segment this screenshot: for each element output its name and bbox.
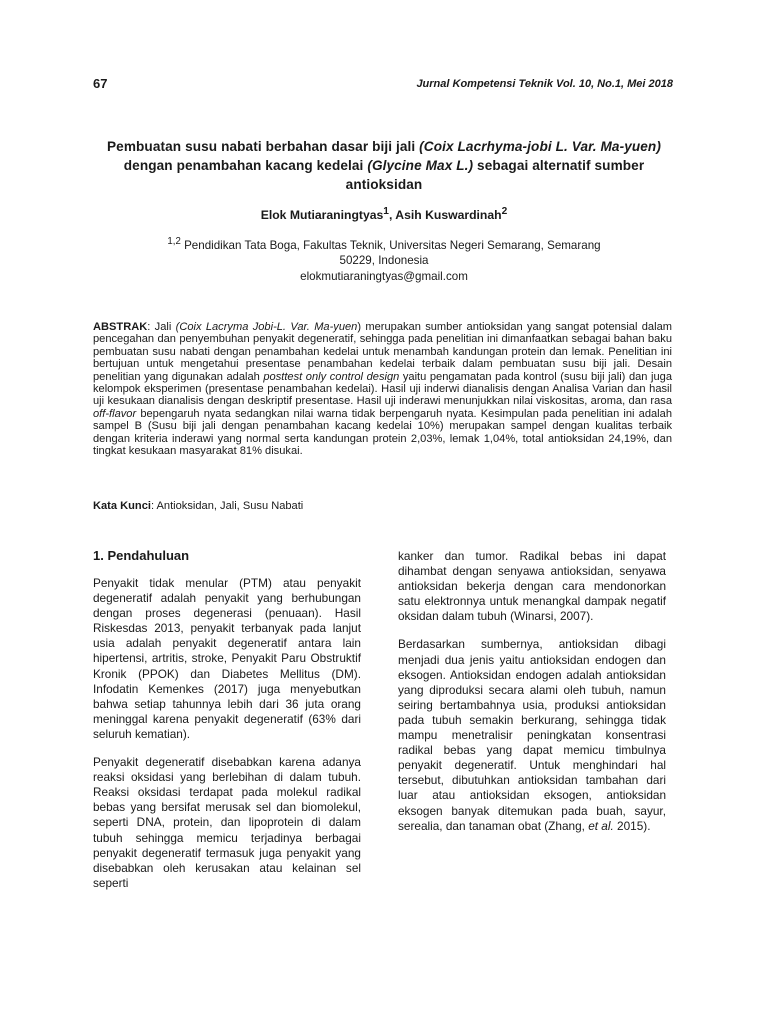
page-number: 67: [93, 76, 108, 91]
abstract-text: yaitu pengamatan pada kontrol (susu biji jali) dan juga kelompok eksperimen (presentase penambahan kedelai). Hasil uji inderwi dianalisis dengan Analisa Varian dan hasil uji kesukaan dianalisis dengan deskriptif presentase. Hasil uji inderawi menunjukkan nilai viskositas, aroma, dan rasa: [93, 370, 673, 408]
affiliation-text: Pendidikan Tata Boga, Fakultas Teknik, Universitas Negeri Semarang, Semarang 50229, Indonesia: [180, 238, 601, 267]
abstract-italic: (Coix Lacryma Jobi-L. Var. Ma-yuen: [175, 321, 358, 333]
author-separator: ,: [388, 208, 396, 223]
left-column: [93, 548, 361, 904]
author-email: elokmutiaraningtyas@gmail.com: [300, 270, 468, 283]
abstract: [93, 321, 672, 457]
author-affiliation-mark: 1: [383, 206, 389, 217]
abstract-text: bepengaruh nyata sedangkan nilai warna tidak berpengaruh nyata. Kesimpulan pada penelitian ini adalah sampel B (Susu biji jali dengan penambahan kacang kedelai 10%) merupakan sampel dengan kualitas terbaik dengan kriteria inderawi yang normal serta kandungan protein 2,03%, lemak 1,04%, total antioksidan 24,19%, dan tingkat kesukaan masyarakat 81% disukai.: [93, 407, 672, 458]
title-part: sebagai alternatif sumber antioksidan: [345, 158, 645, 192]
paragraph-text: 2015).: [613, 818, 651, 833]
paper-title: [90, 137, 678, 194]
title-scientific-name: (Coix Lacrhyma-jobi L. Var. Ma-yuen): [419, 139, 661, 154]
author-name: Asih Kuswardinah: [395, 208, 502, 223]
title-part: Pembuatan susu nabati berbahan dasar biji jali: [107, 139, 420, 154]
paragraph: Penyakit tidak menular (PTM) atau penyakit degeneratif adalah penyakit yang berhubungan dengan proses degenerasi (penuaan). Hasil Riskesdas 2013, penyakit terbanyak pada lanjut usia adalah penyakit degeneratif antara lain hipertensi, artritis, stroke, Penyakit Paru Obstruktif Kronik (PPOK) dan Diabetes Mellitus (DM). Infodatin Kemenkes (2017) juga menyebutkan bahwa setiap tahunnya lebih dari 36 juta orang meninggal karena penyakit degeneratif (63% dari seluruh kematian).: [93, 576, 361, 741]
author-name: Elok Mutiaraningtyas: [260, 208, 384, 223]
affiliation-mark: 1,2: [167, 236, 181, 247]
paragraph: kanker dan tumor. Radikal bebas ini dapat dihambat dengan senyawa antioksidan, senyawa antioksidan bekerja dengan cara mendonorkan satu elektronnya untuk menangkal dampak negatif oksidan dalam tubuh (Winarsi, 2007).: [398, 549, 666, 624]
title-part: dengan penambahan kacang kedelai: [123, 158, 368, 173]
keywords-text: : Antioksidan, Jali, Susu Nabati: [150, 500, 304, 512]
abstract-text: ) merupakan sumber antioksidan yang sangat potensial dalam pencegahan dan penyembuhan penyakit degeneratif, sehingga pada penelitian ini dimanfaatkan sebagai bahan baku pembuatan susu nabati dengan penambahan kedelai untuk menambah kandungan protein dan lemak. Penelitian ini bertujuan untuk mengetahui presentase penambahan kedelai terbaik dalam pembuatan susu biji jali. Desain penelitian yang digunakan adalah: [93, 321, 672, 383]
abstract-italic: posttest only control design: [263, 370, 400, 383]
abstract-text: : Jali: [147, 321, 176, 333]
affiliation: [150, 234, 618, 268]
keywords: [93, 500, 672, 512]
section-heading: 1. Pendahuluan: [93, 548, 190, 563]
journal-header: Jurnal Kompetensi Teknik Vol. 10, No.1, Mei 2018: [416, 78, 673, 90]
paragraph: [398, 637, 666, 833]
author-affiliation-mark: 2: [501, 206, 508, 217]
keywords-label: Kata Kunci: [93, 500, 151, 512]
citation-italic: et al.: [588, 818, 614, 833]
paragraph-text: Berdasarkan sumbernya, antioksidan dibagi menjadi dua jenis yaitu antioksidan endogen dan eksogen. Antioksidan endogen adalah antioksidan yang diproduksi secara alami oleh tubuh, namun seiring bertambahnya usia, produksi antioksidan pada tubuh semakin berkurang, sehingga tidak mampu menetralisir peningkatan konsentrasi radikal bebas yang dapat memicu timbulnya penyakit degeneratif. Untuk menghindari hal tersebut, dibutuhkan antioksidan tambahan dari luar atau antioksidan eksogen, antioksidan eksogen banyak ditemukan pada buah, sayur, serealia, dan tanaman obat (Zhang,: [398, 637, 666, 833]
abstract-italic: off-flavor: [93, 407, 137, 420]
authors: [90, 206, 678, 222]
abstract-label: ABSTRAK: [93, 321, 148, 333]
paragraph: Penyakit degeneratif disebabkan karena adanya reaksi oksidasi yang berlebihan di dalam tubuh. Reaksi oksidasi terdapat pada molekul radikal bebas yang bersifat merusak sel dan biomolekul, seperti DNA, protein, dan lipoprotein di dalam tubuh sehingga memicu terjadinya berbagai penyakit degeneratif termasuk juga penyakit yang disebabkan oleh kerusakan atau kelainan sel seperti: [93, 755, 361, 890]
title-scientific-name: (Glycine Max L.): [367, 158, 474, 173]
right-column: [398, 549, 666, 847]
